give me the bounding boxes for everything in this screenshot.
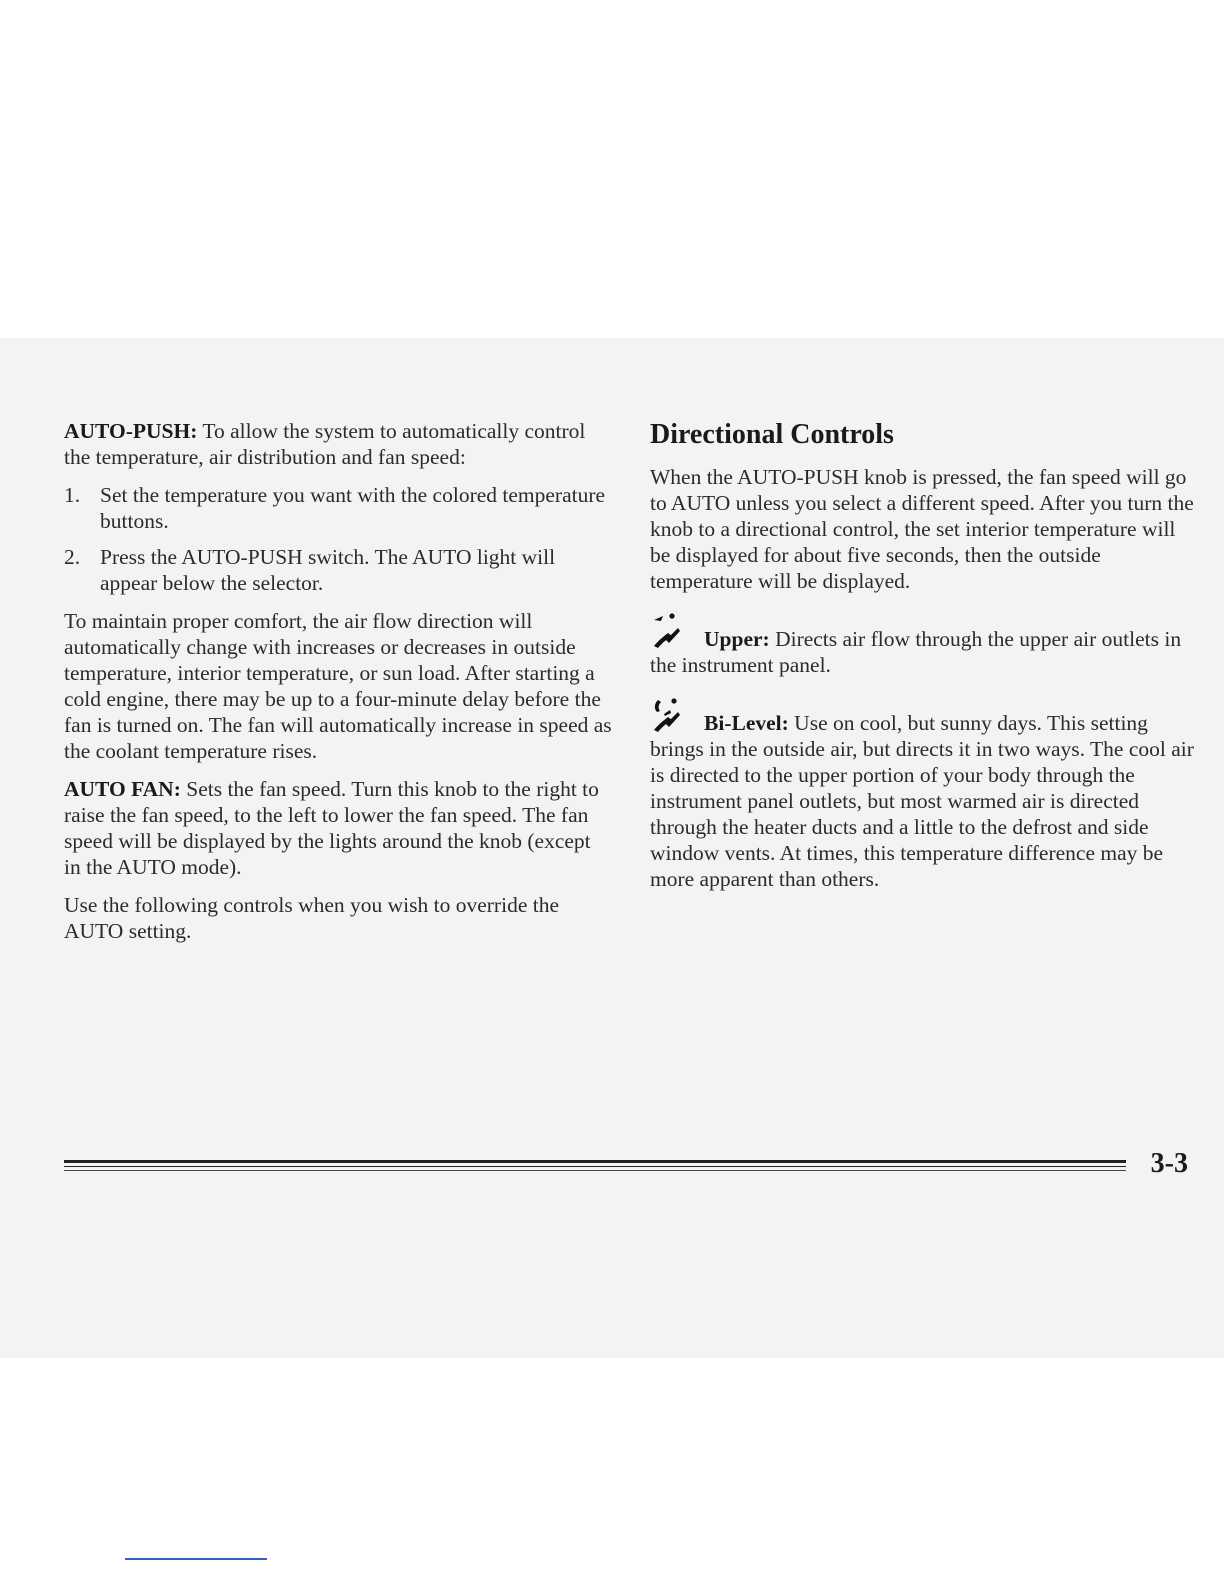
upper-label: Upper: xyxy=(704,627,770,651)
bi-level-vent-icon xyxy=(650,694,698,734)
auto-push-label: AUTO-PUSH: xyxy=(64,419,198,443)
auto-push-text: To allow the system to automatically control the temperature, air distribution and fan speed: xyxy=(64,419,586,469)
step-number: 1. xyxy=(64,483,81,507)
auto-fan-text: Sets the fan speed. Turn this knob to the right to raise the fan speed, to the left to lower the fan speed. The fan speed will be displayed by the lights around the knob (except in the AUTO mode). xyxy=(64,777,599,879)
bilevel-paragraph xyxy=(650,694,1198,892)
comfort-paragraph: To maintain proper comfort, the air flow direction will automatically change with increases or decreases in outside temperature, interior temperature, or sun load. After starting a cold engine, there may be up to a four-minute delay before the fan is turned on. The fan will automatically increase in speed as the coolant temperature rises. xyxy=(64,609,612,763)
step-text: Set the temperature you want with the colored temperature buttons. xyxy=(100,483,606,533)
footer-rule-thin xyxy=(64,1170,1126,1171)
list-item xyxy=(64,482,612,534)
auto-fan-label: AUTO FAN: xyxy=(64,777,181,801)
auto-push-paragraph xyxy=(64,418,612,470)
footer-rule-thick xyxy=(64,1160,1126,1163)
auto-fan-paragraph xyxy=(64,776,612,880)
directional-intro-paragraph: When the AUTO-PUSH knob is pressed, the fan speed will go to AUTO unless you select a different speed. After you turn the knob to a directional control, the set interior temperature will be displayed for about five seconds, then the outside temperature will be displayed. xyxy=(650,465,1194,593)
steps-list xyxy=(64,482,612,596)
page-number: 3-3 xyxy=(1150,1148,1188,1179)
section-heading: Directional Controls xyxy=(650,419,894,450)
step-number: 2. xyxy=(64,545,81,569)
footer-rule-thin xyxy=(64,1166,1126,1167)
bilevel-text: Use on cool, but sunny days. This setting brings in the outside air, but directs it in two ways. The cool air is directed to the upper portion of your body through the instrument panel outlets, but most warmed air is directed through the heater ducts and a little to the defrost and side window vents. At times, this temperature difference may be more apparent than others. xyxy=(650,711,1194,891)
list-item xyxy=(64,544,612,596)
bilevel-label: Bi-Level: xyxy=(704,711,789,735)
left-column xyxy=(64,418,612,956)
right-column xyxy=(650,418,1198,904)
upper-vent-icon xyxy=(650,610,698,650)
override-paragraph: Use the following controls when you wish to override the AUTO setting. xyxy=(64,893,560,943)
footer-link-underline xyxy=(125,1558,267,1560)
step-text: Press the AUTO-PUSH switch. The AUTO light will appear below the selector. xyxy=(100,545,556,595)
upper-paragraph xyxy=(650,610,1198,678)
upper-text: Directs air flow through the upper air outlets in the instrument panel. xyxy=(650,627,1182,677)
